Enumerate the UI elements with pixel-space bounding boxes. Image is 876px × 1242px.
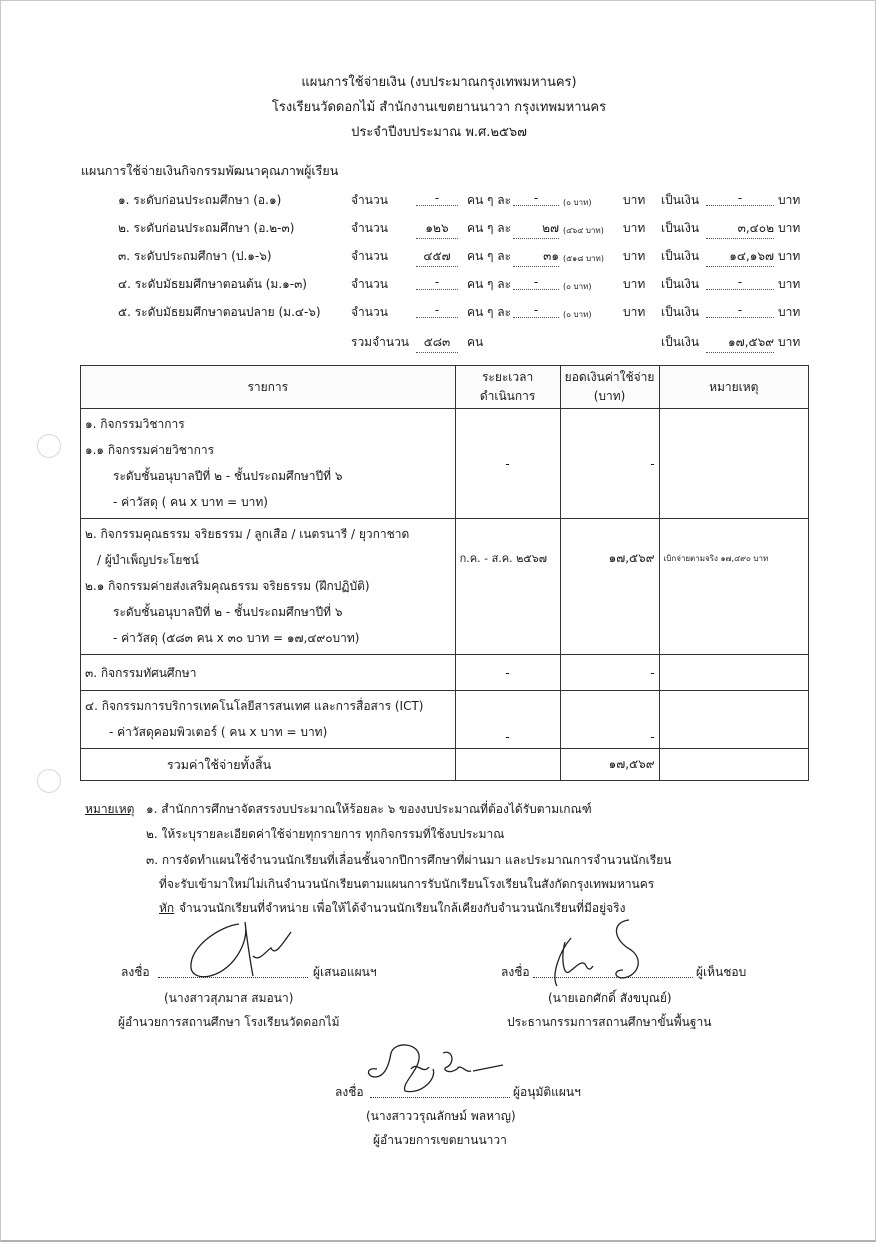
enrollment-rate: ๒๗ <box>513 219 559 239</box>
enrollment-amount-unit: บาท <box>778 249 801 263</box>
approver-position: ผู้อำนวยการเขตยานนาวา <box>373 1133 507 1147</box>
enrollment-count-label: จำนวน <box>351 249 388 263</box>
enrollment-students: - <box>416 275 458 290</box>
total-students-label: รวมจำนวน <box>351 335 410 349</box>
enrollment-rate-note: (๐ บาท) <box>563 198 592 207</box>
deduct-text: จำนวนนักเรียนที่จำหน่าย เพื่อให้ได้จำนวนนักเรียนใกล้เคียงกับจำนวนนักเรียนที่มีอยู่จริง <box>179 901 626 915</box>
header-amount-line1: ยอดเงินค่าใช้จ่าย <box>564 370 655 384</box>
row-period: - <box>455 409 560 519</box>
row-item-line: - ค่าวัสดุ ( คน x บาท = บาท) <box>113 495 268 509</box>
row-remark <box>659 409 808 519</box>
enrollment-rate-note: (๕๑๘ บาท) <box>563 254 604 263</box>
row-item-line: ๒.๑ กิจกรรมค่ายส่งเสริมคุณธรรม จริยธรรม (ฝึกปฏิบัติ) <box>85 579 370 593</box>
hole-punch-mark <box>37 434 61 458</box>
proposer-role: ผู้เสนอแผนฯ <box>313 965 377 979</box>
enrollment-baht-label: บาท <box>623 193 646 207</box>
enrollment-per-label: คน ๆ ละ <box>467 249 512 263</box>
row-item <box>81 519 456 655</box>
row-item-line: - ค่าวัสดุ (๕๘๓ คน x ๓๐ บาท = ๑๗,๔๙๐บาท) <box>113 631 360 645</box>
enrollment-per-label: คน ๆ ละ <box>467 277 512 291</box>
enrollment-amount: - <box>706 191 774 206</box>
enrollment-amount-unit: บาท <box>778 277 801 291</box>
proposer-name: (นางสาวสุภมาส สมอนา) <box>164 991 294 1005</box>
approver-name: (นางสาววรุณลักษม์ พลหาญ) <box>366 1109 516 1123</box>
endorser-signature-graphic <box>541 916 661 996</box>
row-item-line: ๓. กิจกรรมทัศนศึกษา <box>85 665 197 680</box>
note-item: ๑. สำนักการศึกษาจัดสรรงบประมาณให้ร้อยละ ๖ ของงบประมาณที่ต้องได้รับตามเกณฑ์ <box>146 802 592 816</box>
row-remark <box>659 655 808 691</box>
enrollment-amount-label: เป็นเงิน <box>661 193 700 207</box>
row-period-text: - <box>505 730 510 744</box>
total-label-cell <box>81 749 456 781</box>
total-students-unit: คน <box>467 335 484 349</box>
enrollment-amount: ๓,๔๐๒ <box>706 219 774 239</box>
deduct-label: หัก <box>159 901 175 915</box>
row-item <box>81 655 456 691</box>
row-item-line: / ผู้บำเพ็ญประโยชน์ <box>97 553 199 567</box>
enrollment-level: ๓. ระดับประถมศึกษา (ป.๑-๖) <box>118 249 272 263</box>
header-item <box>81 366 456 409</box>
enrollment-amount-label: เป็นเงิน <box>661 305 700 319</box>
school-name: โรงเรียนวัดดอกไม้ สำนักงานเขตยานนาวา กรุงเทพมหานคร <box>271 100 607 115</box>
enrollment-per-label: คน ๆ ละ <box>467 221 512 235</box>
enrollment-count-label: จำนวน <box>351 221 388 235</box>
enrollment-amount: ๑๔,๑๖๗ <box>706 247 774 267</box>
notes-label: หมายเหตุ <box>85 802 135 816</box>
sign-label: ลงชื่อ <box>335 1085 364 1099</box>
table-row <box>81 655 809 691</box>
enrollment-amount-label: เป็นเงิน <box>661 221 700 235</box>
enrollment-count-label: จำนวน <box>351 305 388 319</box>
row-amount <box>560 519 659 655</box>
enrollment-baht-label: บาท <box>623 305 646 319</box>
total-amount-label: เป็นเงิน <box>661 335 700 349</box>
row-amount: - <box>560 409 659 519</box>
row-period: - <box>455 655 560 691</box>
enrollment-amount: - <box>706 275 774 290</box>
enrollment-amount: - <box>706 303 774 318</box>
note-item: ที่จะรับเข้ามาใหม่ไม่เกินจำนวนนักเรียนตามแผนการรับนักเรียนโรงเรียนในสังกัดกรุงเทพมหานคร <box>159 877 655 891</box>
hole-punch-mark <box>37 769 61 793</box>
enrollment-per-label: คน ๆ ละ <box>467 193 512 207</box>
enrollment-count-label: จำนวน <box>351 277 388 291</box>
sign-label: ลงชื่อ <box>121 965 150 979</box>
row-amount-text: - <box>650 730 655 744</box>
enrollment-amount-label: เป็นเงิน <box>661 249 700 263</box>
enrollment-amount-unit: บาท <box>778 305 801 319</box>
total-period-cell <box>455 749 560 781</box>
header-period <box>455 366 560 409</box>
header-remark-label: หมายเหตุ <box>709 379 759 394</box>
row-item-line: ๒. กิจกรรมคุณธรรม จริยธรรม / ลูกเสือ / เนตรนารี / ยุวกาชาด <box>85 527 410 541</box>
row-amount <box>560 691 659 749</box>
enrollment-rate: - <box>513 191 559 206</box>
enrollment-level: ๕. ระดับมัธยมศึกษาตอนปลาย (ม.๔-๖) <box>118 305 321 319</box>
note-item: ๒. ให้ระบุรายละเอียดค่าใช้จ่ายทุกรายการ ทุกกิจกรรมที่ใช้งบประมาณ <box>146 827 505 841</box>
row-item <box>81 691 456 749</box>
header-period-line2: ดำเนินการ <box>479 389 536 403</box>
header-amount-line2: (บาท) <box>593 389 626 403</box>
row-item-line: ๑. กิจกรรมวิชาการ <box>85 417 185 431</box>
approver-signature-graphic <box>361 1039 521 1099</box>
enrollment-rate-note: (๔๖๔ บาท) <box>563 226 604 235</box>
enrollment-amount-unit: บาท <box>778 221 801 235</box>
enrollment-level: ๑. ระดับก่อนประถมศึกษา (อ.๑) <box>118 193 282 207</box>
note-item: ๓. การจัดทำแผนใช้จำนวนนักเรียนที่เลื่อนชั้นจากปีการศึกษาที่ผ่านมา และประมาณการจำนวนนักเรียน <box>146 853 672 867</box>
row-amount-text: ๑๗,๕๖๙ <box>608 551 655 565</box>
row-item-line: ๑.๑ กิจกรรมค่ายวิชาการ <box>85 443 215 457</box>
enrollment-amount-label: เป็นเงิน <box>661 277 700 291</box>
total-amount-unit: บาท <box>778 335 801 349</box>
header-period-line1: ระยะเวลา <box>481 370 534 384</box>
table-total-row <box>81 749 809 781</box>
row-item-line: - ค่าวัสดุคอมพิวเตอร์ ( คน x บาท = บาท) <box>109 725 328 739</box>
total-remark-cell <box>659 749 808 781</box>
row-item <box>81 409 456 519</box>
enrollment-students: - <box>416 303 458 318</box>
header-item-label: รายการ <box>247 379 289 394</box>
doc-title: แผนการใช้จ่ายเงิน (งบประมาณกรุงเทพมหานคร) <box>301 75 577 90</box>
row-amount: - <box>560 655 659 691</box>
table-row <box>81 691 809 749</box>
endorser-role: ผู้เห็นชอบ <box>696 965 747 979</box>
table-row <box>81 409 809 519</box>
row-item-line: ระดับชั้นอนุบาลปีที่ ๒ - ชั้นประถมศึกษาปีที่ ๖ <box>113 605 343 619</box>
table-header-row <box>81 366 809 409</box>
header-remark <box>659 366 808 409</box>
endorser-position: ประธานกรรมการสถานศึกษาขั้นพื้นฐาน <box>507 1015 712 1029</box>
proposer-position: ผู้อำนวยการสถานศึกษา โรงเรียนวัดดอกไม้ <box>118 1015 340 1029</box>
section-title: แผนการใช้จ่ายเงินกิจกรรมพัฒนาคุณภาพผู้เรียน <box>81 163 339 178</box>
budget-table <box>80 365 809 781</box>
total-amount: ๑๗,๕๖๙ <box>560 749 659 781</box>
enrollment-rate-note: (๐ บาท) <box>563 282 592 291</box>
enrollment-per-label: คน ๆ ละ <box>467 305 512 319</box>
enrollment-level: ๔. ระดับมัธยมศึกษาตอนต้น (ม.๑-๓) <box>118 277 307 291</box>
enrollment-students: ๑๒๖ <box>416 219 458 239</box>
row-period-text: ก.ค. - ส.ค. ๒๕๖๗ <box>459 552 547 565</box>
row-remark <box>659 519 808 655</box>
enrollment-baht-label: บาท <box>623 277 646 291</box>
row-period <box>455 691 560 749</box>
enrollment-rate: - <box>513 275 559 290</box>
row-item-line: ระดับชั้นอนุบาลปีที่ ๒ - ชั้นประถมศึกษาปีที่ ๖ <box>113 469 343 483</box>
sign-label: ลงชื่อ <box>501 965 530 979</box>
header-amount <box>560 366 659 409</box>
row-remark-text: เบิกจ่ายตามจริง ๑๗,๔๙๐ บาท <box>663 554 769 563</box>
proposer-signature-graphic <box>181 916 301 986</box>
enrollment-students: ๔๕๗ <box>416 247 458 267</box>
enrollment-rate: - <box>513 303 559 318</box>
approver-role: ผู้อนุมัติแผนฯ <box>513 1085 581 1099</box>
enrollment-level: ๒. ระดับก่อนประถมศึกษา (อ.๒-๓) <box>118 221 295 235</box>
enrollment-count-label: จำนวน <box>351 193 388 207</box>
enrollment-baht-label: บาท <box>623 221 646 235</box>
total-amount-value: ๑๗,๕๖๙ <box>706 333 774 353</box>
enrollment-students: - <box>416 191 458 206</box>
total-label: รวมค่าใช้จ่ายทั้งสิ้น <box>167 756 272 772</box>
row-item-line: ๔. กิจกรรมการบริการเทคโนโลยีสารสนเทศ และการสื่อสาร (ICT) <box>85 699 424 713</box>
enrollment-baht-label: บาท <box>623 249 646 263</box>
endorser-name: (นายเอกศักดิ์ สังขบุณย์) <box>548 991 672 1005</box>
fiscal-year: ประจำปีงบประมาณ พ.ศ.๒๕๖๗ <box>351 125 527 140</box>
row-period <box>455 519 560 655</box>
enrollment-rate: ๓๑ <box>513 247 559 267</box>
table-row <box>81 519 809 655</box>
total-students-value: ๕๘๓ <box>416 333 458 353</box>
enrollment-amount-unit: บาท <box>778 193 801 207</box>
row-remark <box>659 691 808 749</box>
enrollment-rate-note: (๐ บาท) <box>563 310 592 319</box>
